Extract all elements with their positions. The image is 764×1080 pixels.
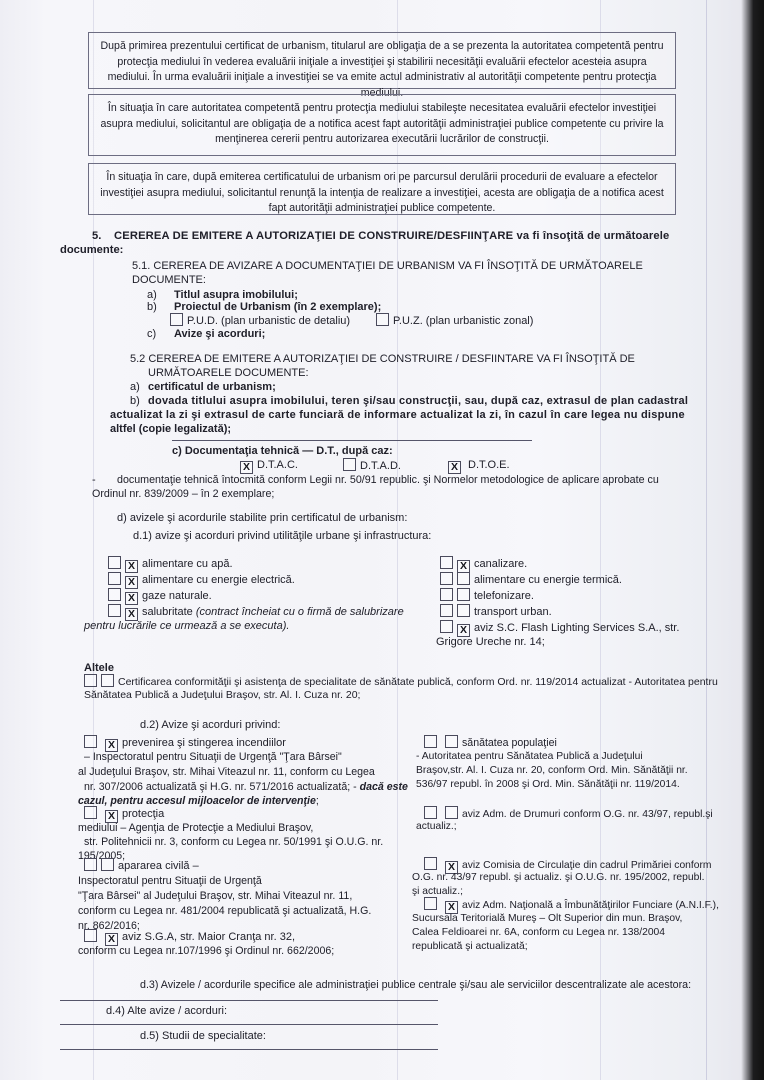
tech-doc-line2: Ordinul nr. 839/2009 – în 2 exemplare; xyxy=(92,488,275,500)
notice-text: În situaţia în care autoritatea competentă pentru protecţia mediului stabileşte necesitatea evaluării efectelor investiţiei asupra mediului, solicitantul are obligaţia de a notifica acest fapt autorităţii administraţiei publice competente cu privire la menţinerea cererii pentru autorizarea executării lucrărilor de construcţii. xyxy=(100,102,664,145)
altele-checkbox-primary[interactable] xyxy=(84,674,97,687)
d2-incendii-line4-emph: cazul, pentru accesul mijloacelor de intervenţie xyxy=(78,795,316,807)
dtoe-label: D.T.O.E. xyxy=(468,459,510,471)
dtad-label: D.T.A.D. xyxy=(360,460,401,472)
d2-checkbox-secondary[interactable]: X xyxy=(105,933,118,946)
d2-checkbox-primary[interactable] xyxy=(424,735,437,748)
d2-label: aviz Comisia de Circulaţie din cadrul Primăriei conform xyxy=(462,860,712,871)
utility-checkbox-secondary[interactable]: X xyxy=(125,608,138,621)
divider-d4 xyxy=(60,1000,438,1001)
puz-checkbox-row[interactable] xyxy=(376,313,533,329)
utility-label: canalizare. xyxy=(474,558,528,570)
item-d5-studii-specialitate: d.5) Studii de specialitate: xyxy=(140,1030,266,1042)
pud-checkbox[interactable] xyxy=(170,313,183,326)
d2-label: aviz Adm. de Drumuri conform O.G. nr. 43/97, republ.şi xyxy=(462,809,713,820)
pud-label: P.U.D. (plan urbanistic de detaliu) xyxy=(187,315,351,327)
utility-checkbox-secondary[interactable] xyxy=(457,572,470,585)
d2-label: aviz Adm. Naţională a Îmbunătăţirilor Funciare (A.N.I.F.), xyxy=(462,900,719,911)
puz-checkbox[interactable] xyxy=(376,313,389,326)
d2-checkbox-secondary[interactable]: X xyxy=(445,901,458,914)
utility-row-telefonizare[interactable] xyxy=(440,588,534,604)
altele-label-line2: Sănătatea Publică a Judeţului Braşov, str. Al. I. Cuza nr. 20; xyxy=(84,689,361,701)
d2-incendii-line3 xyxy=(84,780,408,795)
altele-checkbox-secondary[interactable] xyxy=(101,674,114,687)
section-52-heading-line1: 5.2 CEREREA DE EMITERE A AUTORIZAŢIEI DE CONSTRUIRE / DESFIINTARE VA FI ÎNSOŢITĂ DE xyxy=(130,353,635,365)
dtad-checkbox-row[interactable] xyxy=(343,458,401,474)
section-5-number: 5. xyxy=(92,230,102,242)
section-52-item-a-certificat: certificatul de urbanism; xyxy=(148,381,276,393)
dtoe-checkbox[interactable]: X xyxy=(448,461,461,474)
utility-label: transport urban. xyxy=(474,606,552,618)
d2-checkbox-primary[interactable] xyxy=(424,806,437,819)
notice-text: După primirea prezentului certificat de urbanism, titularul are obligaţia de a se prezenta la autoritatea competentă pentru protecţia mediului în vederea evaluării iniţiale a investiţiei şi stabilirii necesităţii evaluării efectelor acesteia asupra mediului. În urma evaluării iniţiale a investiţiei se va emite actul administrativ al autorităţii competente pentru protecţia mediului. xyxy=(100,40,664,99)
utility-label: aviz S.C. Flash Lighting Services S.A., str. xyxy=(474,622,680,634)
section-52-heading-line2: URMĂTOARELE DOCUMENTE: xyxy=(148,367,309,379)
item-d2-heading: d.2) Avize şi acorduri privind: xyxy=(140,719,281,731)
d2-circulatie-line2: şi actualiz.; xyxy=(412,886,463,897)
d2-label: apararea civilă – xyxy=(118,860,199,872)
utility-row-alimentare-apa[interactable] xyxy=(108,556,233,573)
dtad-checkbox[interactable] xyxy=(343,458,356,471)
d2-checkbox-primary[interactable] xyxy=(84,858,97,871)
puz-label: P.U.Z. (plan urbanistic zonal) xyxy=(393,315,534,327)
d2-row-aviz-drumuri[interactable] xyxy=(424,806,713,822)
utility-label: gaze naturale. xyxy=(142,590,212,602)
d2-checkbox-primary[interactable] xyxy=(424,857,437,870)
d2-checkbox-secondary[interactable]: X xyxy=(105,810,118,823)
d2-circulatie-line1: O.G. nr. 43/97 republ. şi actualiz. şi O.U.G. nr. 195/2002, republ. xyxy=(412,872,705,883)
tech-doc-line1: documentaţie tehnică întocmită conform Legii nr. 50/91 republic. şi Normelor metodologice de aplicare aprobate cu xyxy=(117,474,659,486)
d2-aparare-line1: Inspectoratul pentru Situaţii de Urgenţă xyxy=(78,875,262,887)
utility-row-energie-electrica[interactable] xyxy=(108,572,295,589)
d2-incendii-line4-plain: ; xyxy=(315,795,319,807)
d2-label: protecţia xyxy=(122,808,165,820)
d2-label: sănătatea populaţiei xyxy=(462,737,557,749)
d2-incendii-line2: al Judeţului Braşov, str. Mihai Viteazul nr. 11, conform cu Legea xyxy=(78,766,375,778)
d2-sanatate-line2: Braşov,str. Al. I. Cuza nr. 20, conform Ord. Min. Sănătăţii nr. xyxy=(416,765,688,776)
d2-sanatate-line1: - Autoritatea pentru Sănătatea Publică a Judeţului xyxy=(416,751,643,762)
d2-sga-line1: conform cu Legea nr.107/1996 şi Ordinul nr. 662/2006; xyxy=(78,945,335,957)
section-52-item-b-line2: actualizat la zi şi extrasul de carte funciară de informare actualizat la zi, în cazul în care legea nu dispune xyxy=(110,409,685,421)
item-a-title-imobil: Titlul asupra imobilului; xyxy=(174,289,298,301)
utility-row-transport-urban[interactable] xyxy=(440,604,552,620)
item-c-marker: c) xyxy=(147,328,157,340)
section-52-item-a-marker: a) xyxy=(130,381,140,393)
item-d4-alte-avize: d.4) Alte avize / acorduri: xyxy=(106,1005,228,1017)
item-c-avize-acorduri: Avize şi acorduri; xyxy=(174,328,266,340)
section-51-heading-line2: DOCUMENTE: xyxy=(132,274,206,286)
d2-checkbox-primary[interactable] xyxy=(84,735,97,748)
utility-label: alimentare cu apă. xyxy=(142,558,233,570)
d2-checkbox-secondary[interactable] xyxy=(445,735,458,748)
salubritate-note-line2: pentru lucrările ce urmează a se executa). xyxy=(84,620,290,632)
d2-mediu-line2: str. Politehnicii nr. 3, conform cu Legea nr. 50/1991 şi O.U.G. nr. xyxy=(84,836,384,848)
d2-row-apararea-civila[interactable] xyxy=(84,858,199,874)
d2-mediu-line1: mediului – Agenţia de Protecţie a Mediului Braşov, xyxy=(78,822,314,834)
utility-checkbox-primary[interactable] xyxy=(440,604,453,617)
utility-label: salubritate xyxy=(142,606,196,618)
utility-row-gaze-naturale[interactable] xyxy=(108,588,212,605)
d2-row-sanatatea-populatiei[interactable] xyxy=(424,735,557,751)
utility-checkbox-secondary[interactable]: X xyxy=(125,576,138,589)
utility-label: telefonizare. xyxy=(474,590,534,602)
utility-checkbox-secondary[interactable]: X xyxy=(125,592,138,605)
d2-anif-line3: republicată şi actualizată; xyxy=(412,941,528,952)
utility-checkbox-primary[interactable] xyxy=(440,572,453,585)
d2-aparare-line4: nr. 862/2016; xyxy=(78,920,140,932)
section-52-item-b-line3: altfel (copie legalizată); xyxy=(110,423,232,435)
d2-checkbox-primary[interactable] xyxy=(84,806,97,819)
utility-label-italic: (contract încheiat cu o firmă de salubrizare xyxy=(195,606,404,618)
flash-lighting-address-line2: Grigore Ureche nr. 14; xyxy=(436,636,545,648)
utility-checkbox-primary[interactable] xyxy=(108,572,121,585)
dtac-checkbox[interactable]: X xyxy=(240,461,253,474)
section-52-item-b-marker: b) xyxy=(130,395,140,407)
d2-anif-line1: Sucursala Teritorială Mureş – Olt Superior din mun. Braşov, xyxy=(412,913,683,924)
d2-checkbox-secondary[interactable] xyxy=(445,806,458,819)
dtac-checkbox-row[interactable] xyxy=(240,458,298,474)
utility-checkbox-secondary[interactable]: X xyxy=(457,560,470,573)
utility-label: alimentare cu energie termică. xyxy=(474,574,622,586)
utility-checkbox-primary[interactable] xyxy=(440,620,453,633)
utility-checkbox-primary[interactable] xyxy=(440,588,453,601)
section-5-title-line2: documente: xyxy=(60,244,124,256)
d2-label: prevenirea şi stingerea incendiilor xyxy=(122,737,286,749)
dtoe-checkbox-row[interactable] xyxy=(448,458,510,474)
d2-incendii-line1: – Inspectoratul pentru Situaţii de Urgenţă "Ţara Bârsei" xyxy=(84,751,342,763)
d2-mediu-line3: 195/2005; xyxy=(78,850,126,862)
notice-box-environment-initial-evaluation xyxy=(88,32,676,99)
section-5-title: CEREREA DE EMITERE A AUTORIZAŢIEI DE CONSTRUIRE/DESFIINŢARE va fi însoţită de următoarele xyxy=(114,230,670,242)
utility-checkbox-secondary[interactable] xyxy=(457,588,470,601)
item-b-marker: b) xyxy=(147,301,157,313)
utility-row-canalizare[interactable] xyxy=(440,556,527,573)
utility-checkbox-secondary[interactable] xyxy=(457,604,470,617)
d2-anif-line2: Calea Feldioarei nr. 6A, conform cu Legea nr. 138/2004 xyxy=(412,927,666,938)
divider-above-documentatie-tehnica xyxy=(172,440,532,441)
section-52-item-b-line1: dovada titlului asupra imobilului, teren şi/sau construcţii, sau, după caz, extrasul de plan cadastral xyxy=(148,395,689,407)
altele-label-line1: Certificarea conformităţii şi asistenţa de specialitate de sănătate publică, conform Ord. nr. 119/2014 actualizat - Autoritatea pentru xyxy=(118,676,718,688)
d2-incendii-line3-emph: dacă este xyxy=(359,781,408,793)
divider-bottom xyxy=(60,1049,438,1050)
utility-checkbox-secondary[interactable]: X xyxy=(457,624,470,637)
item-a-marker: a) xyxy=(147,289,157,301)
notice-text: În situaţia în care, după emiterea certificatului de urbanism ori pe parcursul derulării procedurii de evaluare a efectelor investiţiei asupra mediului, solicitantul renunţă la intenţia de realizare a investiţiei, acesta are obligaţia de a notifica acest fapt autorităţii administraţiei publice competente. xyxy=(100,171,664,214)
utility-checkbox-primary[interactable] xyxy=(108,588,121,601)
d2-aparare-line3: conform cu Legea nr. 481/2004 republicată şi actualizată, H.G. xyxy=(78,905,372,917)
section-52-item-c-documentatie-tehnica: c) Documentaţia tehnică — D.T., după caz: xyxy=(172,445,393,457)
divider-d5 xyxy=(60,1024,438,1025)
item-d-avize-acorduri-certificat: d) avizele şi acordurile stabilite prin certificatul de urbanism: xyxy=(117,512,408,524)
utility-row-energie-termica[interactable] xyxy=(440,572,622,588)
notice-box-environment-effects-notification xyxy=(88,94,676,156)
d2-drumuri-line1: actualiz.; xyxy=(416,821,457,832)
utility-label: alimentare cu energie electrică. xyxy=(142,574,295,586)
notice-box-withdrawal-notification xyxy=(88,163,676,215)
d2-checkbox-primary[interactable] xyxy=(424,897,437,910)
dtac-label: D.T.A.C. xyxy=(257,459,298,471)
d2-checkbox-secondary[interactable] xyxy=(101,858,114,871)
utility-checkbox-secondary[interactable]: X xyxy=(125,560,138,573)
d2-aparare-line2: "Ţara Bârsei" al Judeţului Braşov, str. Mihai Viteazul nr. 11, xyxy=(78,890,353,902)
d2-checkbox-primary[interactable] xyxy=(84,929,97,942)
d2-checkbox-secondary[interactable]: X xyxy=(445,861,458,874)
item-d1-utilitati: d.1) avize şi acorduri privind utilităţile urbane şi infrastructura: xyxy=(133,530,432,542)
utility-checkbox-primary[interactable] xyxy=(108,604,121,617)
altele-heading: Altele xyxy=(84,662,114,674)
d2-checkbox-secondary[interactable]: X xyxy=(105,739,118,752)
d2-label: aviz S.G.A, str. Maior Cranţa nr. 32, xyxy=(122,931,296,943)
section-51-heading-line1: 5.1. CEREREA DE AVIZARE A DOCUMENTAŢIEI DE URBANISM VA FI ÎNSOŢITĂ DE URMĂTOARELE xyxy=(132,260,643,272)
d2-sanatate-line3: 536/97 republ. în 2008 şi Ord. Min. Sănătăţii nr. 119/2014. xyxy=(416,779,680,790)
utility-checkbox-primary[interactable] xyxy=(108,556,121,569)
d2-incendii-line3-plain: nr. 307/2006 actualizată şi H.G. nr. 571/2016 actualizată; - xyxy=(84,781,360,793)
item-d3-avize-administratie-centrala: d.3) Avizele / acordurile specifice ale administraţiei publice centrale şi/sau ale serviciilor descentralizate ale acestora: xyxy=(140,979,692,991)
item-b-proiect-urbanism: Proiectul de Urbanism (în 2 exemplare); xyxy=(174,301,382,313)
tech-dash: - xyxy=(92,474,96,486)
utility-checkbox-primary[interactable] xyxy=(440,556,453,569)
